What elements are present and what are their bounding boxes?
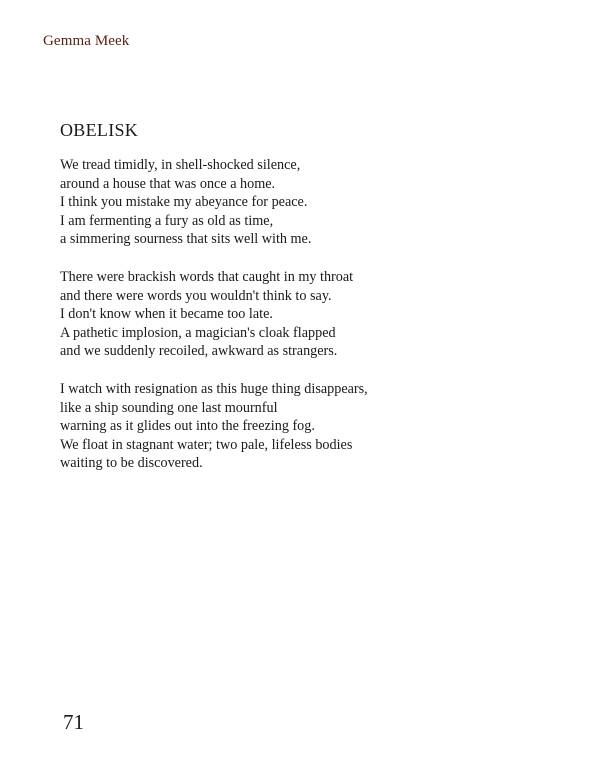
poem-line: We float in stagnant water; two pale, lifeless bodies	[60, 436, 353, 453]
poem-line: I watch with resignation as this huge thing disappears,	[60, 380, 368, 397]
poem-line: I think you mistake my abeyance for peace.	[60, 194, 308, 211]
poem-line: like a ship sounding one last mournful	[60, 399, 278, 416]
poem-line: waiting to be discovered.	[60, 455, 203, 472]
poem-line: and we suddenly recoiled, awkward as strangers.	[60, 343, 338, 360]
poem	[60, 120, 520, 492]
poem-line: I am fermenting a fury as old as time,	[60, 212, 274, 229]
stanza-2	[60, 268, 520, 361]
poem-line: a simmering sourness that sits well with me.	[60, 231, 312, 248]
poem-line: warning as it glides out into the freezing fog.	[60, 418, 315, 435]
poem-title: OBELISK	[60, 120, 139, 140]
stanza-3	[60, 380, 520, 473]
poem-line: A pathetic implosion, a magician's cloak flapped	[60, 324, 336, 341]
running-header-author: Gemma Meek	[43, 33, 130, 49]
stanza-1	[60, 156, 520, 249]
poem-line: There were brackish words that caught in my throat	[60, 268, 354, 285]
poem-line: and there were words you wouldn't think to say.	[60, 287, 332, 304]
poem-line: around a house that was once a home.	[60, 175, 276, 192]
poem-line: We tread timidly, in shell-shocked silence,	[60, 157, 301, 173]
page-number: 71	[63, 710, 84, 734]
poem-line: I don't know when it became too late.	[60, 306, 273, 323]
